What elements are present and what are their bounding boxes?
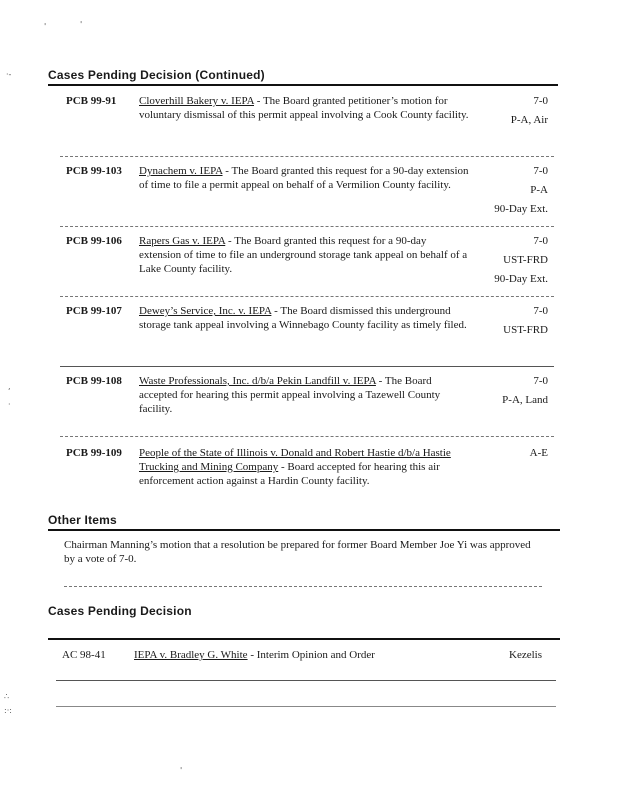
case-description: [139, 94, 469, 122]
row-divider: [60, 226, 554, 227]
other-items-text: Chairman Manning’s motion that a resolution be prepared for former Board Member Joe Yi was approved by a vote of 7-0.: [64, 539, 531, 565]
case-type: P-A, Land: [502, 394, 548, 406]
case-votes: [503, 304, 548, 342]
case-type: P-A: [530, 184, 548, 196]
scan-speck: ∴: [4, 692, 10, 701]
case-title: Dewey’s Service, Inc. v. IEPA: [139, 305, 272, 317]
section-rule: [48, 84, 558, 86]
row-divider: [56, 680, 556, 681]
vote-count: 7-0: [533, 165, 548, 177]
case-description: [139, 234, 469, 276]
case-type: UST-FRD: [503, 254, 548, 266]
scan-speck: ': [44, 22, 47, 31]
case-votes: [530, 446, 548, 465]
scan-speck: ,: [8, 382, 11, 391]
case-text: - The Board granted petitioner’s motion for voluntary dismissal of this permit appeal involving a Cook County facility.: [139, 95, 469, 121]
case-type: P-A, Air: [510, 114, 548, 126]
row-divider: [60, 156, 554, 157]
case-number: PCB 99-106: [66, 235, 122, 247]
case-description: [134, 648, 464, 662]
vote-count: 7-0: [533, 95, 548, 107]
vote-count: 7-0: [533, 375, 548, 387]
case-title: IEPA v. Bradley G. White: [134, 649, 248, 661]
assigned-member: Kezelis: [509, 649, 542, 661]
row-divider: [60, 436, 554, 437]
case-title: Waste Professionals, Inc. d/b/a Pekin Landfill v. IEPA: [139, 375, 376, 387]
section-rule: [48, 638, 560, 640]
case-type: UST-FRD: [503, 324, 548, 336]
case-number: PCB 99-107: [66, 305, 122, 317]
row-divider: [56, 706, 556, 707]
case-type: A-E: [529, 447, 548, 459]
scan-speck: ·: [8, 400, 11, 409]
case-description: [139, 374, 469, 416]
case-text: - Interim Opinion and Order: [247, 649, 375, 661]
scan-speck: :·:: [4, 706, 12, 715]
case-number: AC 98-41: [62, 649, 106, 661]
case-votes: [509, 648, 542, 667]
case-votes: [494, 234, 548, 291]
scan-speck: ': [80, 20, 83, 29]
case-title: People of the State of Illinois v. Donald and Robert Hastie d/b/a Hastie Trucking and Mining Company: [139, 447, 451, 473]
case-text: - The Board granted this request for a 90-day extension of time to file a permit appeal on behalf of a Vermilion County facility.: [139, 165, 469, 191]
case-number: PCB 99-91: [66, 95, 117, 107]
vote-count: 7-0: [533, 235, 548, 247]
case-text: - Board accepted for hearing this air enforcement action against a Hardin County facility.: [139, 461, 440, 487]
scan-speck: ·-: [6, 70, 12, 79]
case-text: - The Board granted this request for a 90-day extension of time to file an underground storage tank appeal on behalf of a Lake County facility.: [139, 235, 468, 275]
case-title: Cloverhill Bakery v. IEPA: [139, 95, 254, 107]
case-extension: 90-Day Ext.: [494, 273, 548, 285]
case-votes: [494, 164, 548, 221]
case-number: PCB 99-103: [66, 165, 122, 177]
section-heading-other-items: Other Items: [48, 513, 117, 527]
case-description: [139, 164, 469, 192]
case-extension: 90-Day Ext.: [494, 203, 548, 215]
case-description: [139, 446, 469, 488]
row-divider: [60, 296, 554, 297]
case-votes: [502, 374, 548, 412]
case-title: Dynachem v. IEPA: [139, 165, 223, 177]
section-heading-pending: Cases Pending Decision: [48, 604, 192, 618]
row-divider: [60, 366, 554, 367]
case-votes: [511, 94, 548, 132]
case-text: - The Board accepted for hearing this permit appeal involving a Tazewell County facility.: [139, 375, 441, 415]
case-title: Rapers Gas v. IEPA: [139, 235, 226, 247]
section-rule: [48, 529, 560, 531]
case-description: [139, 304, 469, 332]
case-number: PCB 99-109: [66, 447, 122, 459]
case-number: PCB 99-108: [66, 375, 122, 387]
section-heading-continued: Cases Pending Decision (Continued): [48, 68, 265, 82]
row-divider: [64, 586, 542, 587]
scan-speck: ': [180, 766, 183, 775]
vote-count: 7-0: [533, 305, 548, 317]
case-text: - The Board dismissed this underground storage tank appeal involving a Winnebago County facility as timely filed.: [139, 305, 467, 331]
